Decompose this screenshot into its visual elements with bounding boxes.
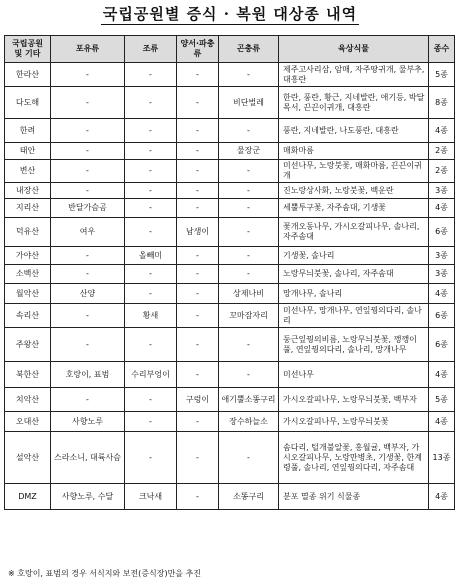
count-cell: 4종 — [429, 412, 455, 432]
plant-cell: 한란, 풍란, 황근, 지네발란, 애기등, 박달목서, 끈끈이귀개, 대흥란 — [279, 87, 429, 119]
amphibian-cell: - — [177, 304, 219, 328]
park-cell: 덕유산 — [5, 218, 51, 247]
bird-cell: 크낙새 — [125, 484, 177, 510]
park-cell: 주왕산 — [5, 328, 51, 362]
mammal-cell: 사향노루, 수달 — [51, 484, 125, 510]
plant-cell: 매화마름 — [279, 143, 429, 160]
park-cell: 한라산 — [5, 63, 51, 87]
insect-cell: - — [219, 199, 279, 218]
amphibian-cell: - — [177, 183, 219, 199]
species-table — [4, 35, 455, 510]
table-row — [5, 484, 455, 510]
park-cell: 월악산 — [5, 284, 51, 304]
bird-cell: - — [125, 432, 177, 484]
table-row — [5, 304, 455, 328]
amphibian-cell: - — [177, 484, 219, 510]
header-amphibian: 양서·파충류 — [177, 36, 219, 63]
count-cell: 5종 — [429, 63, 455, 87]
plant-cell: 기생꽃, 솔나리 — [279, 247, 429, 265]
mammal-cell: 여우 — [51, 218, 125, 247]
insect-cell: 물장군 — [219, 143, 279, 160]
plant-cell: 세뿔투구꽃, 자주솜대, 기생꽃 — [279, 199, 429, 218]
bird-cell: - — [125, 265, 177, 284]
plant-cell: 둥근잎꿩의비름, 노랑무늬붓꽃, 깽깽이풀, 연잎꿩의다리, 솔나리, 망개나무 — [279, 328, 429, 362]
insect-cell: 꼬마잠자리 — [219, 304, 279, 328]
plant-cell: 가시오갈피나무, 노랑무늬붓꽃 — [279, 412, 429, 432]
insect-cell: 비단벌레 — [219, 87, 279, 119]
page-title — [0, 4, 460, 24]
insect-cell: - — [219, 328, 279, 362]
mammal-cell: - — [51, 160, 125, 183]
amphibian-cell: - — [177, 199, 219, 218]
insect-cell: 장수하늘소 — [219, 412, 279, 432]
plant-cell: 가시오갈피나무, 노랑무늬붓꽃, 백부자 — [279, 388, 429, 412]
header-park: 국립공원 및 기타 — [5, 36, 51, 63]
bird-cell: - — [125, 160, 177, 183]
table-row — [5, 143, 455, 160]
mammal-cell: - — [51, 143, 125, 160]
insect-cell: - — [219, 247, 279, 265]
bird-cell: 황새 — [125, 304, 177, 328]
insect-cell: - — [219, 362, 279, 388]
count-cell: 3종 — [429, 183, 455, 199]
insect-cell: 소똥구리 — [219, 484, 279, 510]
bird-cell: 수리부엉이 — [125, 362, 177, 388]
footnote: ※ 호랑이, 표범의 경우 서식지와 보전(증식장)만을 추진 — [8, 569, 202, 578]
table-row — [5, 328, 455, 362]
plant-cell: 솜다리, 털개불알꽃, 홍월귤, 백부자, 가시오갈피나무, 노랑만병초, 기생꽃, 한계령풀, 솔나리, 연잎꿩의다리, 자주솜대 — [279, 432, 429, 484]
insect-cell: - — [219, 265, 279, 284]
plant-cell: 제주고사리삼, 암매, 자주땅귀개, 물부추, 대흥란 — [279, 63, 429, 87]
park-cell: 지리산 — [5, 199, 51, 218]
insect-cell: - — [219, 63, 279, 87]
header-count: 종수 — [429, 36, 455, 63]
park-cell: 치악산 — [5, 388, 51, 412]
plant-cell: 분포 멸종 위기 식물종 — [279, 484, 429, 510]
park-cell: 가야산 — [5, 247, 51, 265]
bird-cell: - — [125, 143, 177, 160]
bird-cell: - — [125, 119, 177, 143]
plant-cell: 진노랑상사화, 노랑붓꽃, 백운란 — [279, 183, 429, 199]
count-cell: 8종 — [429, 87, 455, 119]
count-cell: 3종 — [429, 247, 455, 265]
plant-cell: 망개나무, 솔나리 — [279, 284, 429, 304]
mammal-cell: - — [51, 87, 125, 119]
insect-cell: - — [219, 119, 279, 143]
count-cell: 3종 — [429, 265, 455, 284]
mammal-cell: - — [51, 63, 125, 87]
table-header-row — [5, 36, 455, 63]
amphibian-cell: - — [177, 87, 219, 119]
insect-cell: - — [219, 432, 279, 484]
header-plant: 육상식물 — [279, 36, 429, 63]
amphibian-cell: - — [177, 284, 219, 304]
bird-cell: - — [125, 199, 177, 218]
park-cell: 변산 — [5, 160, 51, 183]
count-cell: 4종 — [429, 484, 455, 510]
bird-cell: 올빼미 — [125, 247, 177, 265]
insect-cell: - — [219, 183, 279, 199]
table-body — [5, 63, 455, 510]
park-cell: 한려 — [5, 119, 51, 143]
table-row — [5, 247, 455, 265]
insect-cell: 애기뿔소똥구리 — [219, 388, 279, 412]
header-mammal: 포유류 — [51, 36, 125, 63]
amphibian-cell: - — [177, 432, 219, 484]
count-cell: 4종 — [429, 362, 455, 388]
table-row — [5, 160, 455, 183]
table-row — [5, 199, 455, 218]
amphibian-cell: - — [177, 265, 219, 284]
park-cell: 속리산 — [5, 304, 51, 328]
mammal-cell: - — [51, 328, 125, 362]
mammal-cell: - — [51, 265, 125, 284]
park-cell: 태안 — [5, 143, 51, 160]
mammal-cell: 호랑이, 표범 — [51, 362, 125, 388]
header-insect: 곤충류 — [219, 36, 279, 63]
park-cell: 내장산 — [5, 183, 51, 199]
plant-cell: 노랑무늬붓꽃, 솔나리, 자주솜대 — [279, 265, 429, 284]
count-cell: 2종 — [429, 143, 455, 160]
table-row — [5, 284, 455, 304]
count-cell: 4종 — [429, 119, 455, 143]
mammal-cell: 스라소니, 대륙사슴 — [51, 432, 125, 484]
insect-cell: 상제나비 — [219, 284, 279, 304]
amphibian-cell: - — [177, 412, 219, 432]
park-cell: 설악산 — [5, 432, 51, 484]
mammal-cell: - — [51, 247, 125, 265]
amphibian-cell: - — [177, 247, 219, 265]
count-cell: 4종 — [429, 284, 455, 304]
table-row — [5, 218, 455, 247]
plant-cell: 미선나무 — [279, 362, 429, 388]
bird-cell: - — [125, 218, 177, 247]
bird-cell: - — [125, 183, 177, 199]
amphibian-cell: - — [177, 328, 219, 362]
count-cell: 2종 — [429, 160, 455, 183]
bird-cell: - — [125, 412, 177, 432]
table-row — [5, 265, 455, 284]
plant-cell: 꽃개오동나무, 가시오갈피나무, 솔나리, 자주솜대 — [279, 218, 429, 247]
table-row — [5, 362, 455, 388]
amphibian-cell: 남생이 — [177, 218, 219, 247]
mammal-cell: - — [51, 119, 125, 143]
bird-cell: - — [125, 388, 177, 412]
mammal-cell: 산양 — [51, 284, 125, 304]
bird-cell: - — [125, 328, 177, 362]
count-cell: 4종 — [429, 199, 455, 218]
mammal-cell: - — [51, 183, 125, 199]
insect-cell: - — [219, 160, 279, 183]
count-cell: 6종 — [429, 304, 455, 328]
amphibian-cell: - — [177, 63, 219, 87]
mammal-cell: 반달가슴곰 — [51, 199, 125, 218]
amphibian-cell: 구렁이 — [177, 388, 219, 412]
insect-cell: - — [219, 218, 279, 247]
table-row — [5, 119, 455, 143]
bird-cell: - — [125, 284, 177, 304]
park-cell: 다도해 — [5, 87, 51, 119]
amphibian-cell: - — [177, 160, 219, 183]
bird-cell: - — [125, 63, 177, 87]
table-row — [5, 412, 455, 432]
amphibian-cell: - — [177, 362, 219, 388]
park-cell: 소백산 — [5, 265, 51, 284]
park-cell: 북한산 — [5, 362, 51, 388]
page-title-text: 국립공원별 증식 · 복원 대상종 내역 — [102, 5, 358, 23]
mammal-cell: - — [51, 304, 125, 328]
count-cell: 13종 — [429, 432, 455, 484]
bird-cell: - — [125, 87, 177, 119]
table-row — [5, 87, 455, 119]
table-row — [5, 183, 455, 199]
park-cell: DMZ — [5, 484, 51, 510]
table-row — [5, 388, 455, 412]
mammal-cell: 사향노루 — [51, 412, 125, 432]
plant-cell: 미선나무, 망개나무, 연잎꿩의다리, 솔나리 — [279, 304, 429, 328]
park-cell: 오대산 — [5, 412, 51, 432]
table-row — [5, 432, 455, 484]
amphibian-cell: - — [177, 143, 219, 160]
mammal-cell: - — [51, 388, 125, 412]
amphibian-cell: - — [177, 119, 219, 143]
count-cell: 5종 — [429, 388, 455, 412]
plant-cell: 풍란, 지네발란, 나도풍란, 대흥란 — [279, 119, 429, 143]
count-cell: 6종 — [429, 218, 455, 247]
count-cell: 6종 — [429, 328, 455, 362]
table-row — [5, 63, 455, 87]
plant-cell: 미선나무, 노랑붓꽃, 매화마름, 끈끈이귀개 — [279, 160, 429, 183]
header-bird: 조류 — [125, 36, 177, 63]
